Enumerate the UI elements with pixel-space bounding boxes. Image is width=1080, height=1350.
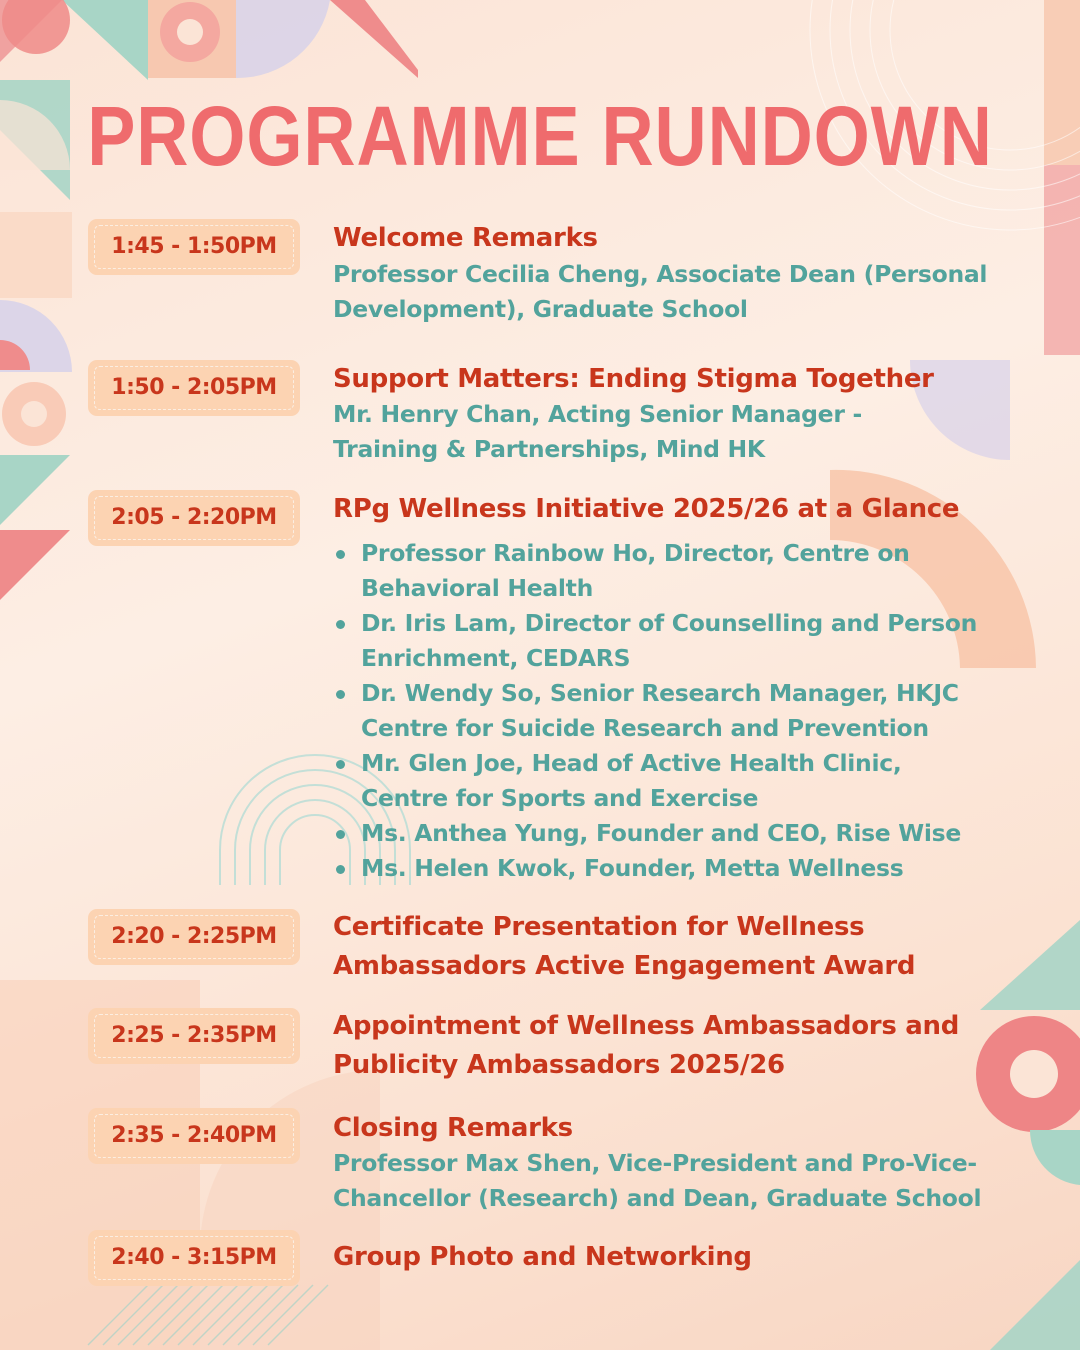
speaker-list-item: Dr. Iris Lam, Director of Counselling and Person Enrichment, CEDARS: [333, 606, 1013, 676]
speaker-list-item: Ms. Helen Kwok, Founder, Metta Wellness: [333, 851, 1013, 886]
speaker-text: Mr. Henry Chan, Acting Senior Manager - Training & Partnerships, Mind HK: [333, 400, 862, 463]
time-badge: 1:50 - 2:05PM: [88, 360, 300, 416]
item-title: Group Photo and Networking: [333, 1242, 752, 1272]
item-title: Closing Remarks: [333, 1113, 573, 1143]
speaker-text: Professor Max Shen, Vice-President and Pro-Vice-Chancellor (Research) and Dean, Graduate School: [333, 1149, 982, 1212]
time-badge: 2:25 - 2:35PM: [88, 1008, 300, 1064]
item-title: Support Matters: Ending Stigma Together: [333, 364, 934, 394]
speaker-text: Professor Cecilia Cheng, Associate Dean (Personal Development), Graduate School: [333, 260, 988, 323]
item-title: Welcome Remarks: [333, 223, 598, 253]
speaker-list-item: Dr. Wendy So, Senior Research Manager, HKJC Centre for Suicide Research and Prevention: [333, 676, 1001, 746]
item-title: RPg Wellness Initiative 2025/26 at a Glance: [333, 494, 960, 524]
item-title: Certificate Presentation for Wellness Ambassadors Active Engagement Award: [333, 912, 916, 981]
time-badge: 2:05 - 2:20PM: [88, 490, 300, 546]
item-title: Appointment of Wellness Ambassadors and Publicity Ambassadors 2025/26: [333, 1011, 960, 1080]
time-badge: 2:35 - 2:40PM: [88, 1108, 300, 1164]
time-badge: 2:40 - 3:15PM: [88, 1230, 300, 1286]
speaker-list: [333, 536, 1013, 886]
time-badge: 1:45 - 1:50PM: [88, 219, 300, 275]
speaker-list-item: Ms. Anthea Yung, Founder and CEO, Rise Wise: [333, 816, 1013, 851]
page-title: PROGRAMME RUNDOWN: [87, 89, 993, 183]
time-badge: 2:20 - 2:25PM: [88, 909, 300, 965]
speaker-list-item: Mr. Glen Joe, Head of Active Health Clinic, Centre for Sports and Exercise: [333, 746, 961, 816]
speaker-list-item: Professor Rainbow Ho, Director, Centre on Behavioral Health: [333, 536, 961, 606]
